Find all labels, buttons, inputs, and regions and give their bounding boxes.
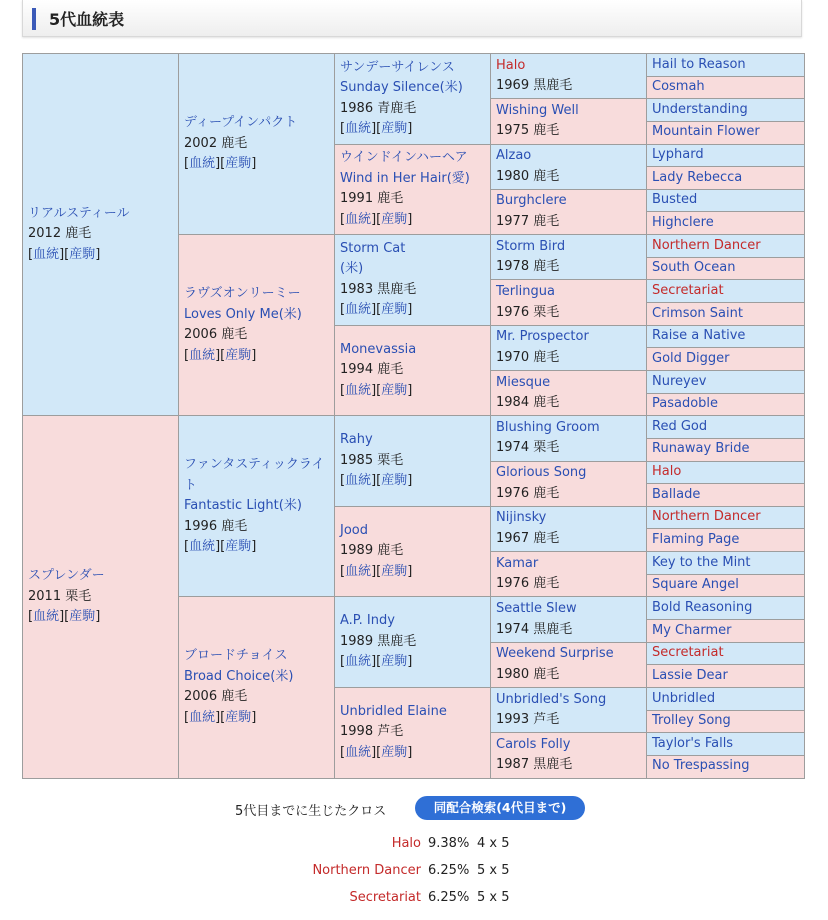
horse-name[interactable]: Jood	[340, 522, 368, 538]
horse-info: 1975 鹿毛	[496, 123, 560, 139]
pedigree-link[interactable]: 血統	[345, 302, 372, 318]
horse-name[interactable]: ファンタスティックライト	[184, 457, 325, 493]
gen4-cell	[491, 733, 647, 778]
dam-name[interactable]: スプレンダー	[28, 568, 105, 584]
horse-info: 1996 鹿毛	[184, 518, 248, 534]
sire-sire	[179, 54, 335, 235]
inbreeding-row	[0, 863, 828, 883]
horse-name-en[interactable]: Broad Choice(米)	[184, 668, 294, 684]
horse-links: [血統][産駒]	[184, 539, 257, 555]
inbreeding-row	[0, 890, 828, 910]
horse-info: 1987 黒鹿毛	[496, 757, 573, 773]
horse-name-en[interactable]: Fantastic Light(米)	[184, 498, 302, 514]
offspring-link[interactable]: 産駒	[381, 654, 408, 670]
gen5-cell	[647, 665, 805, 688]
gen5-cell	[647, 687, 805, 710]
horse-info: 1978 鹿毛	[496, 259, 560, 275]
horse-info: 1989 黒鹿毛	[340, 633, 417, 649]
horse-name[interactable]: No Trespassing	[652, 758, 750, 774]
gen5-cell	[647, 235, 805, 258]
gen3-cell	[335, 325, 491, 416]
horse-links: [血統][産駒]	[184, 347, 257, 363]
gen5-cell	[647, 121, 805, 144]
horse-info: 1976 栗毛	[496, 304, 560, 320]
gen5-cell	[647, 280, 805, 303]
gen5-cell	[647, 303, 805, 326]
horse-info: 1970 鹿毛	[496, 349, 560, 365]
horse-info: 1984 鹿毛	[496, 395, 560, 411]
offspring-link[interactable]: 産駒	[381, 382, 408, 398]
horse-info: 1989 鹿毛	[340, 543, 404, 559]
horse-info: 1976 鹿毛	[496, 485, 560, 501]
horse-info: 1985 栗毛	[340, 452, 404, 468]
horse-links: [血統][産駒]	[340, 121, 413, 137]
gen5-cell	[647, 755, 805, 778]
horse-info: 1994 鹿毛	[340, 362, 404, 378]
gen3-cell	[335, 687, 491, 778]
gen5-cell	[647, 620, 805, 643]
horse-name[interactable]: Secretariat	[652, 282, 724, 298]
horse-name[interactable]: Hail to Reason	[652, 56, 746, 72]
inbreeding-percent: 6.25%	[428, 863, 470, 878]
offspring-link[interactable]: 産駒	[381, 473, 408, 489]
inbreeding-generations: 4 x 5	[477, 836, 510, 851]
horse-info: 2002 鹿毛	[184, 135, 248, 151]
inbreeding-horse[interactable]: Halo	[391, 836, 421, 851]
offspring-link[interactable]: 産駒	[381, 211, 408, 227]
gen3-cell	[335, 235, 491, 326]
horse-name[interactable]: Seattle Slew	[496, 601, 577, 617]
horse-info: 2006 鹿毛	[184, 689, 248, 705]
inbreeding-generations: 5 x 5	[477, 890, 510, 905]
horse-links: [血統][産駒]	[340, 382, 413, 398]
horse-name[interactable]: Glorious Song	[496, 465, 587, 481]
inbreeding-horse[interactable]: Secretariat	[349, 890, 421, 905]
gen5-cell	[647, 212, 805, 235]
offspring-link[interactable]: 産駒	[69, 609, 96, 625]
horse-name[interactable]: Alzao	[496, 148, 532, 164]
sire-name[interactable]: リアルスティール	[28, 205, 130, 221]
horse-name[interactable]: Lassie Dear	[652, 667, 728, 683]
horse-name[interactable]: Rahy	[340, 432, 373, 448]
horse-info: 1991 鹿毛	[340, 191, 404, 207]
horse-name[interactable]: Lady Rebecca	[652, 169, 743, 185]
gen5-cell	[647, 99, 805, 122]
horse-name[interactable]: Wishing Well	[496, 102, 579, 118]
horse-info: 1986 青鹿毛	[340, 100, 417, 116]
gen5-cell	[647, 370, 805, 393]
pedigree-table	[22, 53, 805, 779]
horse-name[interactable]: Trolley Song	[652, 713, 731, 729]
horse-info: 1977 鹿毛	[496, 213, 560, 229]
gen3-cell	[335, 416, 491, 507]
horse-name[interactable]: ディープインパクト	[184, 115, 298, 131]
horse-links: [血統][産駒]	[340, 744, 413, 760]
inbreeding-generations: 5 x 5	[477, 863, 510, 878]
gen4-cell	[491, 642, 647, 687]
offspring-link[interactable]: 産駒	[225, 156, 252, 172]
horse-name[interactable]: Runaway Bride	[652, 441, 750, 457]
gen5-cell	[647, 393, 805, 416]
horse-links: [血統][産駒]	[340, 563, 413, 579]
horse-info: 1983 黒鹿毛	[340, 281, 417, 297]
horse-name-en[interactable]: Sunday Silence(米)	[340, 80, 463, 96]
horse-info: 1998 芦毛	[340, 724, 404, 740]
pedigree-link[interactable]: 血統	[345, 473, 372, 489]
horse-name[interactable]: Cosmah	[652, 79, 705, 95]
gen4-cell	[491, 461, 647, 506]
gen4-cell	[491, 325, 647, 370]
horse-name[interactable]: Understanding	[652, 101, 748, 117]
horse-name[interactable]: ブロードチョイス	[184, 648, 288, 664]
horse-name[interactable]: Northern Dancer	[652, 237, 761, 253]
gen3-cell	[335, 597, 491, 688]
gen4-cell	[491, 370, 647, 415]
pedigree-link[interactable]: 血統	[189, 709, 216, 725]
horse-name[interactable]: A.P. Indy	[340, 613, 395, 629]
gen5-cell	[647, 257, 805, 280]
horse-name[interactable]: Mr. Prospector	[496, 329, 589, 345]
horse-links: [血統][産駒]	[340, 654, 413, 670]
horse-name[interactable]: ウインドインハーヘア	[340, 150, 468, 166]
gen4-cell	[491, 235, 647, 280]
horse-name[interactable]: Mountain Flower	[652, 124, 760, 140]
horse-name[interactable]: Kamar	[496, 555, 539, 571]
gen5-cell	[647, 167, 805, 190]
horse-info: 1969 黒鹿毛	[496, 78, 573, 94]
pedigree-link[interactable]: 血統	[189, 347, 216, 363]
gen4-cell	[491, 416, 647, 461]
section-header-accent-bar	[32, 8, 36, 30]
dam-dam	[179, 597, 335, 778]
gen5-cell	[647, 506, 805, 529]
offspring-link[interactable]: 産駒	[225, 539, 252, 555]
same-cross-search-button[interactable]: 同配合検索(4代目まで)	[415, 796, 585, 820]
gen5-cell	[647, 484, 805, 507]
offspring-link[interactable]: 産駒	[381, 302, 408, 318]
gen5-cell	[647, 416, 805, 439]
gen5-cell	[647, 325, 805, 348]
sire-dam	[179, 235, 335, 416]
offspring-link[interactable]: 産駒	[225, 347, 252, 363]
gen4-cell	[491, 54, 647, 99]
horse-name[interactable]: Crimson Saint	[652, 305, 743, 321]
horse-name[interactable]: Storm Cat	[340, 240, 406, 256]
horse-name[interactable]: Unbridled	[652, 690, 716, 706]
inbreeding-row	[0, 836, 828, 856]
horse-info: 2006 鹿毛	[184, 327, 248, 343]
pedigree-link[interactable]: 血統	[345, 121, 372, 137]
offspring-link[interactable]: 産駒	[69, 246, 96, 262]
horse-name[interactable]: Highclere	[652, 215, 714, 231]
pedigree-link[interactable]: 血統	[33, 609, 60, 625]
offspring-link[interactable]: 産駒	[381, 563, 408, 579]
gen5-cell	[647, 574, 805, 597]
horse-name[interactable]: Bold Reasoning	[652, 599, 753, 615]
horse-links: [血統][産駒]	[340, 473, 413, 489]
horse-name[interactable]: Square Angel	[652, 577, 739, 593]
horse-name[interactable]: Secretariat	[652, 645, 724, 661]
sire-info: 2012 鹿毛	[28, 226, 92, 242]
horse-info: 1993 芦毛	[496, 712, 560, 728]
horse-info: 1976 鹿毛	[496, 576, 560, 592]
horse-name[interactable]: Northern Dancer	[652, 509, 761, 525]
gen5-cell	[647, 642, 805, 665]
horse-name[interactable]: Nureyev	[652, 373, 707, 389]
horse-name[interactable]: My Charmer	[652, 622, 732, 638]
horse-name[interactable]: Lyphard	[652, 147, 704, 163]
horse-name[interactable]: Taylor's Falls	[652, 735, 734, 751]
gen5-cell	[647, 710, 805, 733]
horse-name[interactable]: Raise a Native	[652, 328, 746, 344]
gen4-cell	[491, 552, 647, 597]
gen5-cell	[647, 348, 805, 371]
horse-name[interactable]: Busted	[652, 192, 698, 208]
gen5-cell	[647, 552, 805, 575]
horse-info: 1980 鹿毛	[496, 168, 560, 184]
gen4-cell	[491, 144, 647, 189]
horse-name[interactable]: Terlingua	[496, 284, 555, 300]
section-title: 5代血統表	[49, 10, 125, 29]
pedigree-link[interactable]: 血統	[345, 211, 372, 227]
pedigree-link[interactable]: 血統	[33, 246, 60, 262]
horse-links: [血統][産駒]	[184, 156, 257, 172]
horse-name[interactable]: Key to the Mint	[652, 554, 751, 570]
gen5-cell	[647, 461, 805, 484]
inbreeding-label: 5代目までに生じたクロス	[235, 804, 387, 819]
horse-name[interactable]: Pasadoble	[652, 396, 719, 412]
offspring-link[interactable]: 産駒	[381, 744, 408, 760]
dam	[23, 416, 179, 778]
horse-name[interactable]: Nijinsky	[496, 510, 547, 526]
horse-info: 1974 栗毛	[496, 440, 560, 456]
horse-name[interactable]: サンデーサイレンス	[340, 59, 455, 75]
horse-name[interactable]: ラヴズオンリーミー	[184, 286, 301, 302]
horse-info: 1980 鹿毛	[496, 666, 560, 682]
gen4-cell	[491, 597, 647, 642]
pedigree-link[interactable]: 血統	[345, 382, 372, 398]
inbreeding-percent: 9.38%	[428, 836, 470, 851]
pedigree-link[interactable]: 血統	[345, 744, 372, 760]
gen4-cell	[491, 99, 647, 144]
horse-name[interactable]: Flaming Page	[652, 532, 740, 548]
horse-name[interactable]: Unbridled's Song	[496, 691, 607, 707]
gen3-cell	[335, 54, 491, 145]
gen4-cell	[491, 506, 647, 551]
offspring-link[interactable]: 産駒	[225, 709, 252, 725]
horse-links: [血統][産駒]	[340, 302, 413, 318]
gen5-cell	[647, 144, 805, 167]
horse-name-en[interactable]: Wind in Her Hair(愛)	[340, 170, 470, 186]
gen4-cell	[491, 280, 647, 325]
gen3-cell	[335, 506, 491, 597]
horse-name[interactable]: Storm Bird	[496, 238, 566, 254]
horse-name[interactable]: Halo	[652, 464, 682, 480]
dam-sire	[179, 416, 335, 597]
gen5-cell	[647, 529, 805, 552]
horse-name[interactable]: Miesque	[496, 374, 551, 390]
horse-links: [血統][産駒]	[184, 709, 257, 725]
dam-links: [血統][産駒]	[28, 609, 101, 625]
gen4-cell	[491, 687, 647, 732]
horse-name[interactable]: Monevassia	[340, 341, 417, 357]
horse-name[interactable]: Gold Digger	[652, 350, 730, 366]
horse-info: 1974 黒鹿毛	[496, 621, 573, 637]
pedigree-link[interactable]: 血統	[189, 156, 216, 172]
gen5-cell	[647, 733, 805, 756]
gen4-cell	[491, 189, 647, 234]
horse-name-en[interactable]: Loves Only Me(米)	[184, 306, 302, 322]
sire	[23, 54, 179, 416]
horse-name[interactable]: Ballade	[652, 486, 701, 502]
gen3-cell	[335, 144, 491, 235]
horse-info: 1967 鹿毛	[496, 530, 560, 546]
horse-links: [血統][産駒]	[340, 211, 413, 227]
gen5-cell	[647, 438, 805, 461]
horse-name-en[interactable]: (米)	[340, 261, 364, 277]
dam-info: 2011 栗毛	[28, 588, 92, 604]
gen5-cell	[647, 54, 805, 77]
inbreeding-horse[interactable]: Northern Dancer	[312, 863, 421, 878]
horse-name[interactable]: Red God	[652, 418, 708, 434]
pedigree-link[interactable]: 血統	[345, 563, 372, 579]
inbreeding-section	[0, 790, 828, 920]
offspring-link[interactable]: 産駒	[381, 121, 408, 137]
horse-name[interactable]: Blushing Groom	[496, 419, 600, 435]
horse-name[interactable]: Burghclere	[496, 193, 567, 209]
gen5-cell	[647, 189, 805, 212]
pedigree-link[interactable]: 血統	[189, 539, 216, 555]
section-header	[22, 0, 802, 37]
horse-name[interactable]: Weekend Surprise	[496, 646, 614, 662]
pedigree-link[interactable]: 血統	[345, 654, 372, 670]
horse-name[interactable]: Unbridled Elaine	[340, 703, 447, 719]
horse-name[interactable]: Carols Folly	[496, 736, 571, 752]
inbreeding-percent: 6.25%	[428, 890, 470, 905]
horse-name[interactable]: South Ocean	[652, 260, 736, 276]
horse-name[interactable]: Halo	[496, 57, 526, 73]
gen5-cell	[647, 597, 805, 620]
sire-links: [血統][産駒]	[28, 246, 101, 262]
gen5-cell	[647, 76, 805, 99]
